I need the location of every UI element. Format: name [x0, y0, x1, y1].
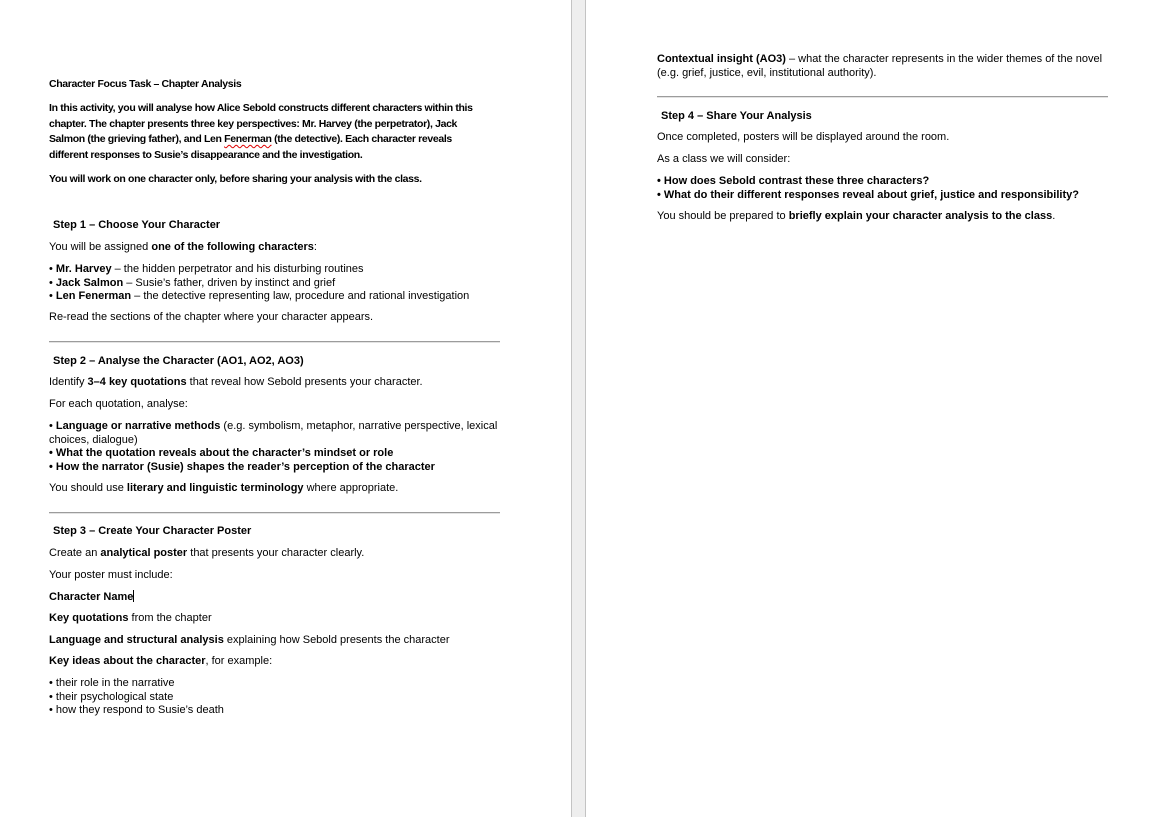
document-page-1[interactable] — [0, 0, 571, 817]
step2-terminology-text: You should use literary and linguistic terminology where appropriate. — [49, 482, 399, 494]
discussion-question: • What do their different responses reveal about grief, justice and responsibility? — [657, 188, 1079, 201]
step3-must-include-text: Your poster must include: — [49, 569, 173, 581]
character-item: • Len Fenerman – the detective representing law, procedure and rational investigation — [49, 290, 470, 302]
analysis-bullet-continuation: choices, dialogue) — [49, 433, 138, 446]
step4-heading: Step 4 – Share Your Analysis — [661, 110, 812, 122]
character-item: • Mr. Harvey – the hidden perpetrator and his disturbing routines — [49, 263, 364, 275]
horizontal-divider — [657, 96, 1108, 98]
horizontal-divider — [49, 512, 500, 514]
key-idea-item: • their psychological state — [49, 690, 174, 703]
intro-note: You will work on one character only, before sharing your analysis with the class. — [49, 173, 422, 185]
discussion-question: • How does Sebold contrast these three characters? — [657, 175, 930, 187]
key-ideas-line: Key ideas about the character, for example: — [49, 655, 273, 667]
step3-heading: Step 3 – Create Your Character Poster — [53, 525, 252, 537]
character-item: • Jack Salmon – Susie’s father, driven by instinct and grief — [49, 276, 336, 289]
step2-heading: Step 2 – Analyse the Character (AO1, AO2, AO3) — [53, 355, 304, 367]
page-gutter — [571, 0, 586, 817]
horizontal-divider — [49, 341, 500, 343]
key-idea-item: • how they respond to Susie’s death — [49, 704, 224, 716]
step4-prepared-text: You should be prepared to briefly explain your character analysis to the class. — [657, 210, 1056, 222]
analysis-bullet: • Language or narrative methods (e.g. symbolism, metaphor, narrative perspective, lexical — [49, 420, 498, 432]
step1-reread-text: Re-read the sections of the chapter where your character appears. — [49, 311, 374, 323]
language-analysis-line: Language and structural analysis explaining how Sebold presents the character — [49, 634, 450, 646]
discussion-questions — [657, 175, 1079, 202]
misspelled-word[interactable]: Fenerman — [224, 133, 272, 145]
key-ideas-list — [49, 677, 224, 718]
step1-assign-text: You will be assigned one of the following characters: — [49, 241, 317, 253]
intro-line: chapter. The chapter presents three key perspectives: Mr. Harvey (the perpetrator), Jack — [49, 117, 458, 130]
intro-line: different responses to Susie’s disappearance and the investigation. — [49, 148, 363, 161]
intro-line: In this activity, you will analyse how Alice Sebold constructs different characters within this — [49, 102, 473, 114]
step2-identify-text: Identify 3–4 key quotations that reveal how Sebold presents your character. — [49, 376, 423, 388]
text-cursor — [133, 590, 134, 602]
step1-heading: Step 1 – Choose Your Character — [53, 219, 221, 231]
step3-create-text: Create an analytical poster that presents your character clearly. — [49, 547, 365, 559]
analysis-bullet-list — [49, 420, 497, 474]
step4-displayed-text: Once completed, posters will be displayed around the room. — [657, 131, 950, 143]
intro-line: Salmon (the grieving father), and Len Fenerman (the detective). Each character reveals — [49, 133, 452, 145]
character-list — [49, 263, 469, 304]
character-name-line[interactable]: Character Name — [49, 591, 134, 603]
document-title: Character Focus Task – Chapter Analysis — [49, 78, 242, 90]
intro-paragraph — [49, 101, 473, 163]
step2-for-each-text: For each quotation, analyse: — [49, 398, 188, 410]
analysis-bullet: • What the quotation reveals about the character’s mindset or role — [49, 447, 394, 459]
analysis-bullet: • How the narrator (Susie) shapes the reader’s perception of the character — [49, 460, 435, 473]
contextual-insight-text: Contextual insight (AO3) – what the character represents in the wider themes of the novel (e.g. grief, justice, evil, institutional authority). — [657, 53, 1103, 79]
key-idea-item: • their role in the narrative — [49, 677, 175, 689]
document-page-2[interactable] — [586, 0, 1149, 817]
step4-consider-text: As a class we will consider: — [657, 153, 791, 165]
key-quotations-line: Key quotations from the chapter — [49, 612, 212, 624]
